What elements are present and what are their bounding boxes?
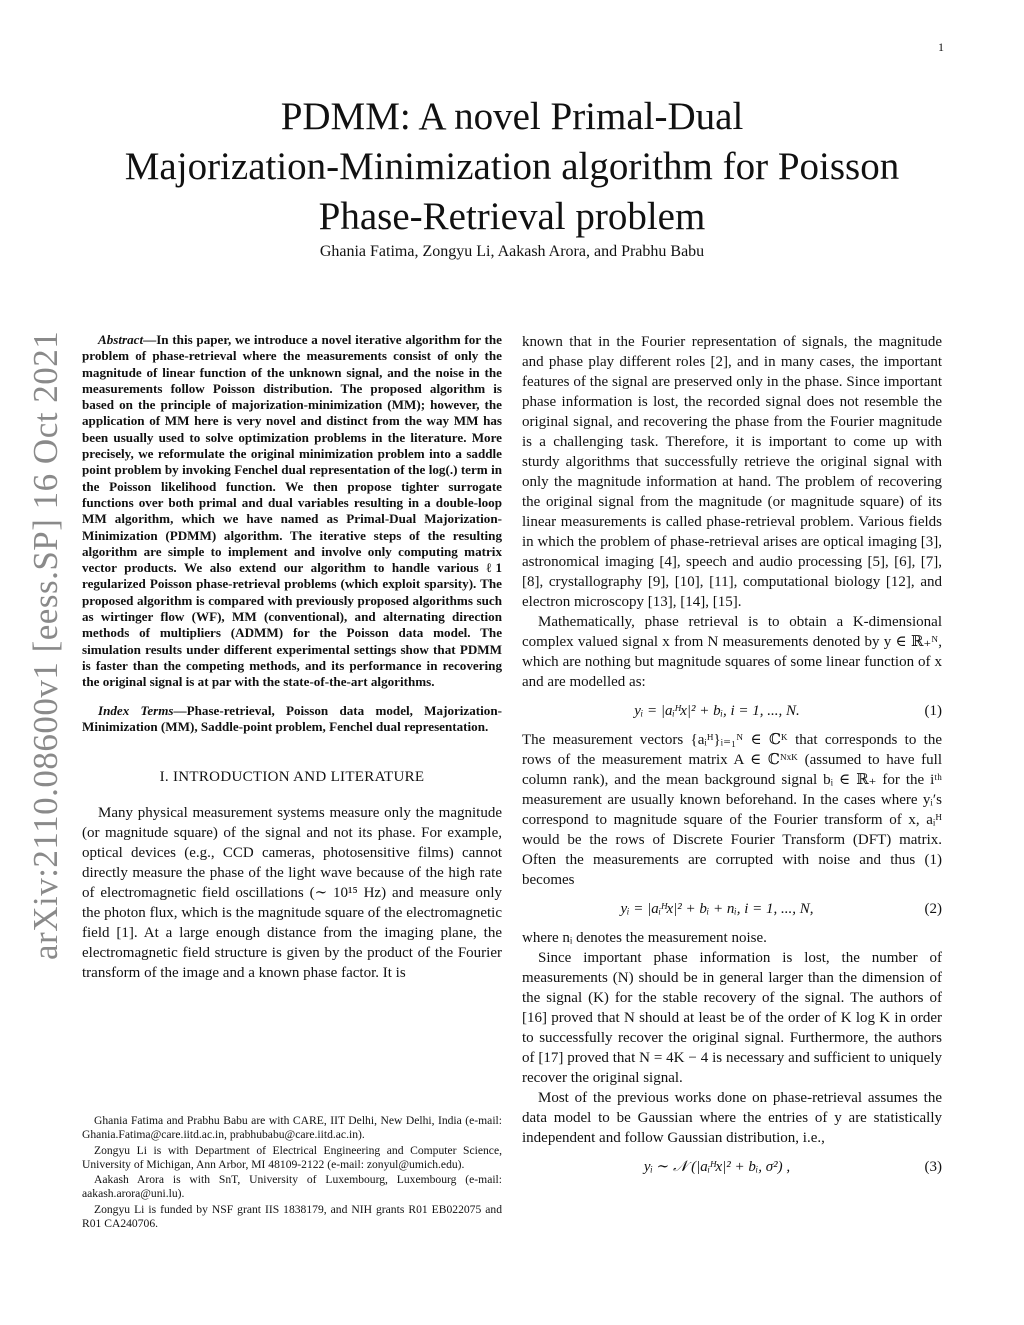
footnote: Zongyu Li is with Department of Electrical Engineering and Computer Science, University of Michigan, Ann Arbor, MI 48109-2122 (e-mail: zonyul@umich.edu). <box>82 1143 502 1171</box>
footnotes <box>82 1114 502 1232</box>
paragraph: Most of the previous works done on phase-retrieval assumes the data model to be Gaussian where the entries of y are statistically independent and follow Gaussian distribution, i.e., <box>522 1090 942 1146</box>
footnote: Ghania Fatima and Prabhu Babu are with CARE, IIT Delhi, New Delhi, India (e-mail: Ghania.Fatima@care.iitd.ac.in, prabhubabu@care.iitd.ac.in). <box>82 1114 502 1142</box>
equation-number: (3) <box>924 1159 942 1175</box>
index-terms-text: —Phase-retrieval, Poisson data model, Majorization-Minimization (MM), Saddle-point problem, Fenchel dual representation. <box>82 702 502 734</box>
right-column <box>522 332 942 1186</box>
title-line: Majorization-Minimization algorithm for Poisson <box>124 145 900 188</box>
equation-3 <box>522 1154 942 1180</box>
title-line: Phase-Retrieval problem <box>318 195 706 238</box>
equation-number: (1) <box>924 703 942 719</box>
equation-1 <box>522 698 942 724</box>
equation-2 <box>522 896 942 922</box>
abstract <box>82 332 502 691</box>
abstract-text: —In this paper, we introduce a novel iterative algorithm for the problem of phase-retrieval where the measurements consist of only the magnitude of linear function of the unknown signal, and the noise in the measurements follow Poisson distribution. The proposed algorithm is based on the principle of majorization-minimization (MM); however, the application of MM here is very novel and distinct from the way MM has been usually used to solve optimization problems in the literature. More precisely, we reformulate the original minimization problem into a saddle point problem by invoking Fenchel dual representation of the log(.) term in the Poisson likelihood function. We then propose tighter surrogate functions over both primal and dual variables resulting in a double-loop MM algorithm, which we have named as Primal-Dual Majorization-Minimization (PDMM) algorithm. The iterative steps of the resulting algorithm are simple to implement and involve only computing matrix vector products. We also extend our algorithm to handle various ℓ1 regularized Poisson phase-retrieval problems (which exploit sparsity). The proposed algorithm is compared with previously proposed algorithms such as wirtinger flow (WF), MM (conventional), and alternating direction methods of multipliers (ADMM) for the Poisson data model. The simulation results under different experimental settings show that PDMM is faster than the competing methods, and its performance in recovering the original signal is at par with the state-of-the-art algorithms. <box>82 332 502 690</box>
paragraph: Since important phase information is lost, the number of measurements (N) should be in general larger than the dimension of the signal (K) for the stable recovery of the signal. The authors of [16] proved that N should at least be of the order of K log K in order to successfully recover the original signal. Furthermore, the authors of [17] proved that N = 4K − 4 is necessary and sufficient to uniquely recover the original signal. <box>522 950 942 1086</box>
equation-body: yᵢ = |aᵢᴴx|² + bᵢ, i = 1, ..., N. <box>634 703 800 719</box>
equation-body: yᵢ = |aᵢᴴx|² + bᵢ + nᵢ, i = 1, ..., N, <box>620 901 814 917</box>
paragraph: The measurement vectors {aᵢᴴ}ᵢ₌₁ᴺ ∈ ℂᴷ that corresponds to the rows of the measurement matrix A ∈ ℂᴺˣᴷ (assumed to have full column rank), and the mean background signal bᵢ ∈ ℝ₊ for the iᵗʰ measurement are usually known beforehand. In the cases where yᵢ′s correspond to magnitude square of the Fourier transform of x, aᵢᴴ would be the rows of Discrete Fourier Transform (DFT) matrix. Often the measurements are corrupted with noise and thus (1) becomes <box>522 732 942 888</box>
title-line: PDMM: A novel Primal-Dual <box>280 95 744 138</box>
author-list: Ghania Fatima, Zongyu Li, Aakash Arora, and Prabhu Babu <box>319 243 705 260</box>
paragraph: Mathematically, phase retrieval is to obtain a K-dimensional complex valued signal x from N measurements denoted by y ∈ ℝ₊ᴺ, which are nothing but magnitude squares of some linear function of x and are modelled as: <box>522 614 942 690</box>
index-terms <box>82 703 502 736</box>
index-terms-label: Index Terms <box>98 702 174 718</box>
footnote: Zongyu Li is funded by NSF grant IIS 1838179, and NIH grants R01 EB022075 and R01 CA240706. <box>82 1202 502 1231</box>
footnote: Aakash Arora is with SnT, University of Luxembourg, Luxembourg (e-mail: aakash.arora@uni.lu). <box>82 1173 502 1201</box>
abstract-label: Abstract <box>98 332 144 347</box>
intro-paragraph: Many physical measurement systems measure only the magnitude (or magnitude square) of the signal and not its phase. For example, optical devices (e.g., CCD cameras, photosensitive films) cannot directly measure the phase of the light wave because of the high rate of electromagnetic field oscillations (∼ 10¹⁵ Hz) and measure only the photon flux, which is the magnitude square of the electromagnetic field [1]. At a large enough distance from the imaging plane, the electromagnetic field structure is given by the product of the Fourier transform of the image and a known phase factor. It is <box>82 805 502 982</box>
equation-body: yᵢ ∼ 𝒩 (|aᵢᴴx|² + bᵢ, σ²) , <box>643 1159 791 1175</box>
arxiv-stamp: arXiv:2110.08600v1 [eess.SP] 16 Oct 2021 <box>26 330 65 960</box>
paragraph: known that in the Fourier representation of signals, the magnitude and phase play different roles [2], and in many cases, the important features of the signal are preserved only in the phase. Since important phase information is lost, the recorded signal does not resemble the original signal, and recovering the phase from the Fourier magnitude is a challenging task. Therefore, it is important to come up with sturdy algorithms that successfully retrieve the original signal with only the magnitude information at hand. The problem of recovering the original signal from the magnitude (or magnitude square) of its linear measurements is called phase-retrieval problem. Various fields in which the problem of phase-retrieval arises are optical imaging [3], astronomical imaging [4], speech and audio processing [5], [6], [7], [8], crystallography [9], [10], [11], computational biology [12], and electron microscopy [13], [14], [15]. <box>522 334 942 610</box>
equation-number: (2) <box>924 901 942 917</box>
section-heading: I. INTRODUCTION AND LITERATURE <box>159 769 425 786</box>
paper-title <box>60 92 964 242</box>
paragraph: where nᵢ denotes the measurement noise. <box>522 930 767 946</box>
page-number: 1 <box>938 40 944 54</box>
left-column <box>82 332 502 983</box>
